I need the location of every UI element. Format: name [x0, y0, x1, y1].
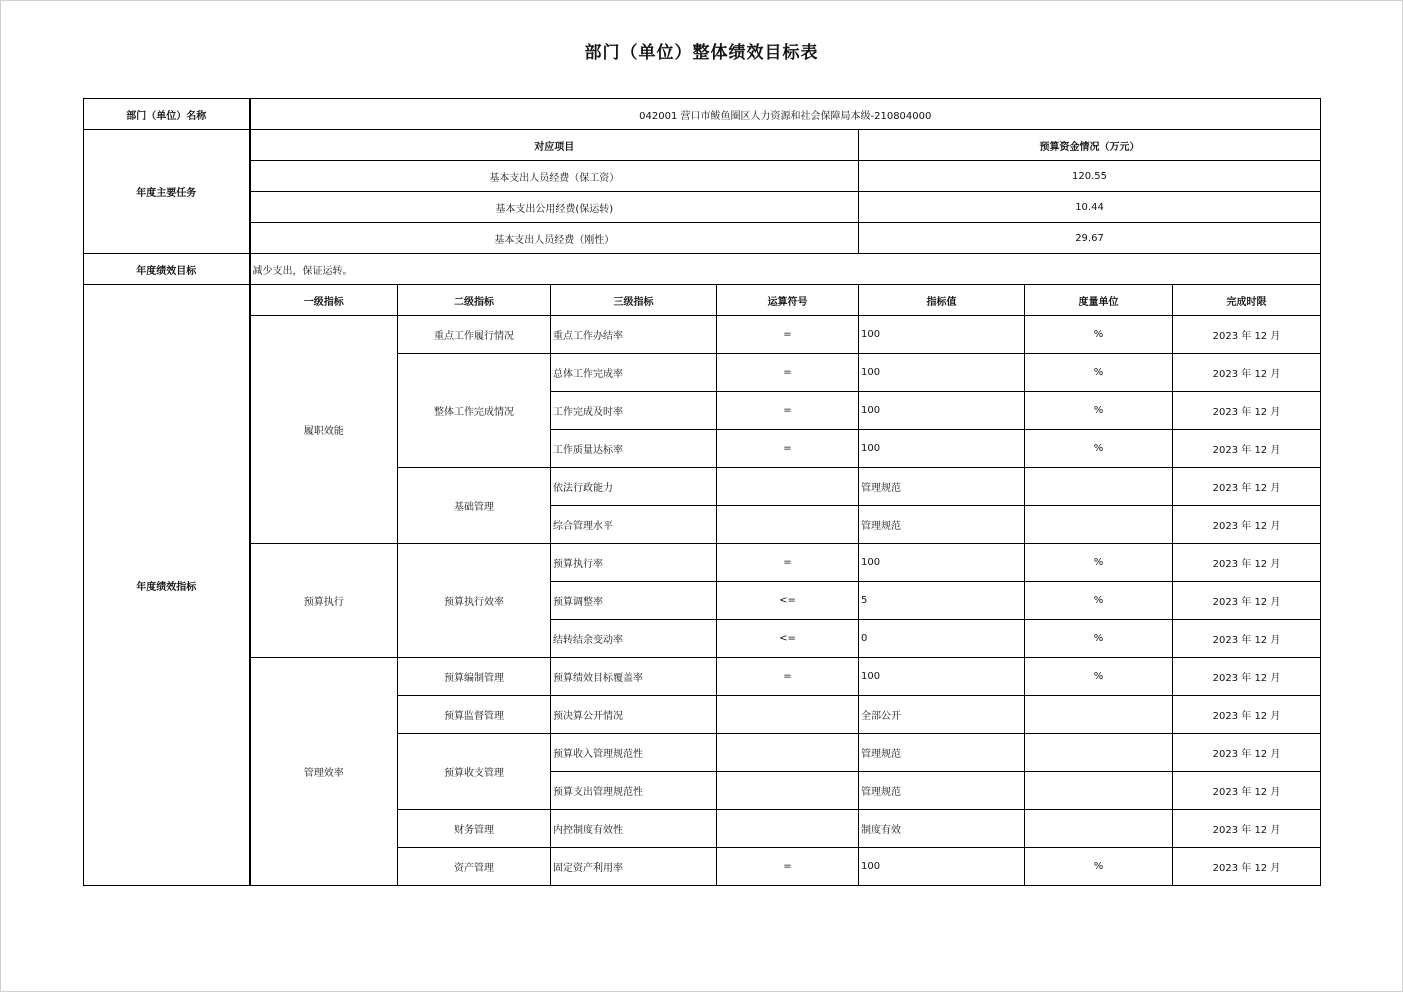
task-amount: 29.67	[859, 223, 1321, 254]
operator-cell: =	[717, 430, 859, 468]
value-cell: 管理规范	[859, 506, 1025, 544]
level2-cell: 预算监督管理	[398, 696, 551, 734]
header-deadline: 完成时限	[1173, 285, 1321, 316]
level2-cell: 重点工作履行情况	[398, 316, 551, 354]
unit-cell: %	[1025, 544, 1173, 582]
level2-cell: 预算收支管理	[398, 734, 551, 810]
deadline-cell: 2023 年 12 月	[1173, 696, 1321, 734]
level2-cell: 预算编制管理	[398, 658, 551, 696]
value-cell: 0	[859, 620, 1025, 658]
unit-cell: %	[1025, 848, 1173, 886]
level2-cell: 财务管理	[398, 810, 551, 848]
level3-cell: 工作完成及时率	[551, 392, 717, 430]
page-title: 部门（单位）整体绩效目标表	[584, 43, 819, 63]
operator-cell: <=	[717, 620, 859, 658]
value-cell: 100	[859, 848, 1025, 886]
deadline-cell: 2023 年 12 月	[1173, 582, 1321, 620]
value-cell: 制度有效	[859, 810, 1025, 848]
unit-cell: %	[1025, 316, 1173, 354]
operator-cell: =	[717, 848, 859, 886]
value-cell: 100	[859, 316, 1025, 354]
deadline-cell: 2023 年 12 月	[1173, 544, 1321, 582]
deadline-cell: 2023 年 12 月	[1173, 810, 1321, 848]
indicators-label: 年度绩效指标	[84, 285, 250, 886]
unit-cell: %	[1025, 582, 1173, 620]
level2-cell: 预算执行效率	[398, 544, 551, 658]
deadline-cell: 2023 年 12 月	[1173, 392, 1321, 430]
operator-cell	[717, 468, 859, 506]
value-cell: 100	[859, 392, 1025, 430]
task-item: 基本支出公用经费(保运转)	[250, 192, 859, 223]
level3-cell: 预算执行率	[551, 544, 717, 582]
header-level3: 三级指标	[551, 285, 717, 316]
level3-cell: 重点工作办结率	[551, 316, 717, 354]
level3-cell: 总体工作完成率	[551, 354, 717, 392]
deadline-cell: 2023 年 12 月	[1173, 620, 1321, 658]
level1-cell: 管理效率	[250, 658, 398, 886]
level1-cell: 履职效能	[250, 316, 398, 544]
col-item-header: 对应项目	[250, 130, 859, 161]
value-cell: 100	[859, 354, 1025, 392]
value-cell: 100	[859, 430, 1025, 468]
task-amount: 120.55	[859, 161, 1321, 192]
value-cell: 100	[859, 658, 1025, 696]
level1-cell: 预算执行	[250, 544, 398, 658]
header-level1: 一级指标	[250, 285, 398, 316]
task-item: 基本支出人员经费（刚性）	[250, 223, 859, 254]
level3-cell: 预算收入管理规范性	[551, 734, 717, 772]
operator-cell: =	[717, 354, 859, 392]
task-amount: 10.44	[859, 192, 1321, 223]
level2-cell: 基础管理	[398, 468, 551, 544]
tasks-label: 年度主要任务	[84, 130, 250, 254]
deadline-cell: 2023 年 12 月	[1173, 772, 1321, 810]
header-unit: 度量单位	[1025, 285, 1173, 316]
operator-cell: <=	[717, 582, 859, 620]
level2-cell: 整体工作完成情况	[398, 354, 551, 468]
col-budget-header: 预算资金情况（万元）	[859, 130, 1321, 161]
level2-cell: 资产管理	[398, 848, 551, 886]
unit-cell	[1025, 468, 1173, 506]
unit-cell: %	[1025, 658, 1173, 696]
level3-cell: 预算绩效目标覆盖率	[551, 658, 717, 696]
deadline-cell: 2023 年 12 月	[1173, 354, 1321, 392]
deadline-cell: 2023 年 12 月	[1173, 734, 1321, 772]
deadline-cell: 2023 年 12 月	[1173, 506, 1321, 544]
level3-cell: 依法行政能力	[551, 468, 717, 506]
value-cell: 100	[859, 544, 1025, 582]
deadline-cell: 2023 年 12 月	[1173, 658, 1321, 696]
operator-cell: =	[717, 316, 859, 354]
dept-label: 部门（单位）名称	[84, 99, 250, 130]
goal-value: 减少支出，保证运转。	[250, 254, 1321, 285]
goal-label: 年度绩效目标	[84, 254, 250, 285]
deadline-cell: 2023 年 12 月	[1173, 316, 1321, 354]
unit-cell: %	[1025, 430, 1173, 468]
level3-cell: 内控制度有效性	[551, 810, 717, 848]
task-item: 基本支出人员经费（保工资）	[250, 161, 859, 192]
level3-cell: 综合管理水平	[551, 506, 717, 544]
level3-cell: 固定资产利用率	[551, 848, 717, 886]
operator-cell	[717, 772, 859, 810]
unit-cell	[1025, 810, 1173, 848]
header-level2: 二级指标	[398, 285, 551, 316]
header-operator: 运算符号	[717, 285, 859, 316]
deadline-cell: 2023 年 12 月	[1173, 468, 1321, 506]
unit-cell	[1025, 696, 1173, 734]
value-cell: 管理规范	[859, 772, 1025, 810]
operator-cell	[717, 810, 859, 848]
operator-cell: =	[717, 392, 859, 430]
unit-cell	[1025, 506, 1173, 544]
value-cell: 管理规范	[859, 734, 1025, 772]
dept-value: 042001 营口市鲅鱼圈区人力资源和社会保障局本级-210804000	[250, 99, 1321, 130]
header-value: 指标值	[859, 285, 1025, 316]
deadline-cell: 2023 年 12 月	[1173, 430, 1321, 468]
operator-cell	[717, 734, 859, 772]
unit-cell	[1025, 734, 1173, 772]
unit-cell	[1025, 772, 1173, 810]
value-cell: 全部公开	[859, 696, 1025, 734]
unit-cell: %	[1025, 354, 1173, 392]
value-cell: 管理规范	[859, 468, 1025, 506]
operator-cell: =	[717, 658, 859, 696]
level3-cell: 结转结余变动率	[551, 620, 717, 658]
operator-cell	[717, 506, 859, 544]
performance-table	[83, 98, 1321, 886]
level3-cell: 预算调整率	[551, 582, 717, 620]
unit-cell: %	[1025, 620, 1173, 658]
level3-cell: 工作质量达标率	[551, 430, 717, 468]
deadline-cell: 2023 年 12 月	[1173, 848, 1321, 886]
level3-cell: 预决算公开情况	[551, 696, 717, 734]
operator-cell: =	[717, 544, 859, 582]
level3-cell: 预算支出管理规范性	[551, 772, 717, 810]
unit-cell: %	[1025, 392, 1173, 430]
value-cell: 5	[859, 582, 1025, 620]
operator-cell	[717, 696, 859, 734]
